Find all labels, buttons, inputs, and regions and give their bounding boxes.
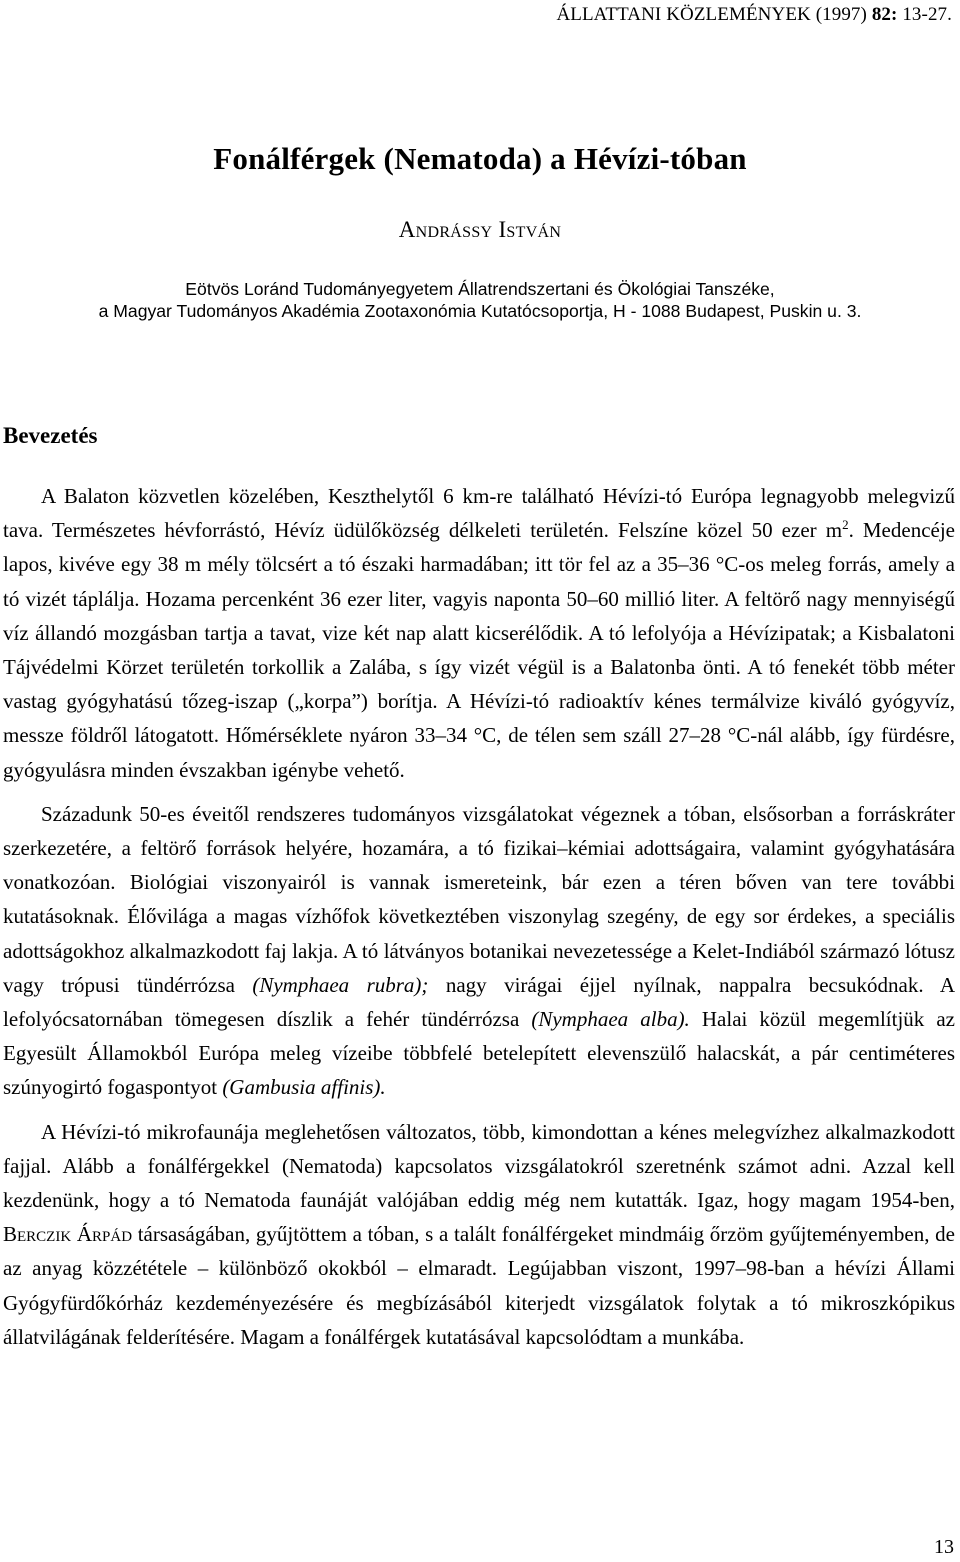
section-heading: Bevezetés <box>3 423 98 448</box>
affiliation-line-1: Eötvös Loránd Tudományegyetem Állatrendszertani és Ökológiai Tanszéke, <box>185 279 775 299</box>
paragraph-3-text-a: A Hévízi-tó mikrofaunája meglehetősen változatos, több, kimondottan a kénes melegvízhez alkalmazkodott fajjal. Alább a fonálférgekkel (Nematoda) kapcsolatos vizsgálatokról szeretnénk számot adni. Azzal kell kezdenünk, hogy a tó Nematoda faunáját valójában eddig még nem kutatták. Igaz, hogy magam 1954-ben, <box>3 1119 955 1213</box>
paragraph-3-text-b: társaságában, gyűjtöttem a tóban, s a talált fonálférgeket mindmáig őrzöm gyűjteményemben, de az anyag közzététele – különböző okokból – elmaradt. Legújabban viszont, 1997–98-ban a hévízi Állami Gyógyfürdőkórház kezdeményezésére és megbízásából kiterjedt vizsgálatok folytak a tó mikroszkópikus állatvilágának felderítésére. Magam a fonálférgek kutatásával kapcsolódtam a munkába. <box>3 1222 955 1349</box>
paragraph-1-text-a: A Balaton közvetlen közelében, Keszthelytől 6 km-re található Hévízi-tó Európa legnagyobb melegvizű tava. Természetes hévforrástó, Hévíz üdülőközség délkeleti területén. Felszíne közel 50 ezer m <box>3 484 955 543</box>
page-number: 13 <box>934 1536 954 1558</box>
superscript-exponent: 2 <box>842 517 849 533</box>
paragraph-2-text-a: Századunk 50-es éveitől rendszeres tudományos vizsgálatokat végeznek a tóban, elsősorban a forráskráter szerkezetére, a feltörő források helyére, hozamára, a tó fizikai–kémiai adottságaira, valamint gyógyhatására vonatkozóan. Biológiai viszonyairól is vannak ismereteink, bár ezen a téren bőven van tere további kutatásoknak. Élővilága a magas vízhőfok következtében viszonylag szegény, de egy sor érdekes, a speciális adottságokhoz alkalmazkodott faj lakja. A tó látványos botanikai nevezetessége a Kelet-Indiából származó lótusz vagy trópusi tündérrózsa <box>3 801 955 997</box>
journal-header <box>556 4 952 26</box>
paragraph-2-text-c: Halai közül megemlítjük az Egyesült Államokból Európa meleg vízeibe többfelé betelepített elevenszülő halacskát, a pár centiméteres szúnyogirtó fogaspontyot <box>3 1007 955 1100</box>
article-title: Fonálférgek (Nematoda) a Hévízi-tóban <box>213 141 747 176</box>
journal-name: ÁLLATTANI KÖZLEMÉNYEK (1997) <box>556 4 867 25</box>
paragraph-1-text-b: . Medencéje lapos, kivéve egy 38 m mély tölcsért a tó északi harmadában; itt tör fel az a 35–36 °C-os meleg forrás, amely a tó vizét táplálja. Hozama percenként 36 ezer liter, vagyis naponta 50–60 millió liter. A feltörő nagy mennyiségű víz állandó mozgásban tartja a tavat, vize két nap alatt kicserélődik. A tó lefolyója a Hévízipatak; a Kisbalatoni Tájvédelmi Körzet területén torkollik a Zalába, s így vizét végül is a Balatonba önti. A tó fenekét több méter vastag gyógyhatású tőzeg-iszap („korpa”) borítja. A Hévízi-tó radioaktív kénes termálvize kiváló gyógyvíz, messze földről látogatott. Hőmérséklete nyáron 33–34 °C, de télen sem száll 27–28 °C-nál alább, így fürdésre, gyógyulásra minden évszakban igénybe vehető. <box>3 518 955 782</box>
article-body <box>3 479 955 1354</box>
species-name-nymphaea-alba: (Nymphaea alba). <box>531 1007 690 1032</box>
person-name-berczik: Berczik Árpád <box>3 1222 133 1247</box>
paragraph-2-text-b: nagy virágai éjjel nyílnak, nappalra becsukódnak. A lefolyócsatornában tömegesen díszlik a fehér tündérrózsa <box>3 972 955 1032</box>
paragraph-1 <box>3 479 955 787</box>
affiliation-line-2: a Magyar Tudományos Akadémia Zootaxonómia Kutatócsoportja, H - 1088 Budapest, Puskin u. 3. <box>98 301 862 321</box>
species-name-nymphaea-rubra: (Nymphaea rubra); <box>252 972 429 997</box>
author-affiliation <box>0 278 960 322</box>
paragraph-2 <box>3 797 955 1105</box>
author-name: Andrássy István <box>398 217 562 242</box>
journal-pages: 13-27. <box>902 4 952 25</box>
journal-volume: 82: <box>871 4 898 25</box>
species-name-gambusia-affinis: (Gambusia affinis). <box>222 1075 386 1100</box>
paragraph-3 <box>3 1115 955 1354</box>
